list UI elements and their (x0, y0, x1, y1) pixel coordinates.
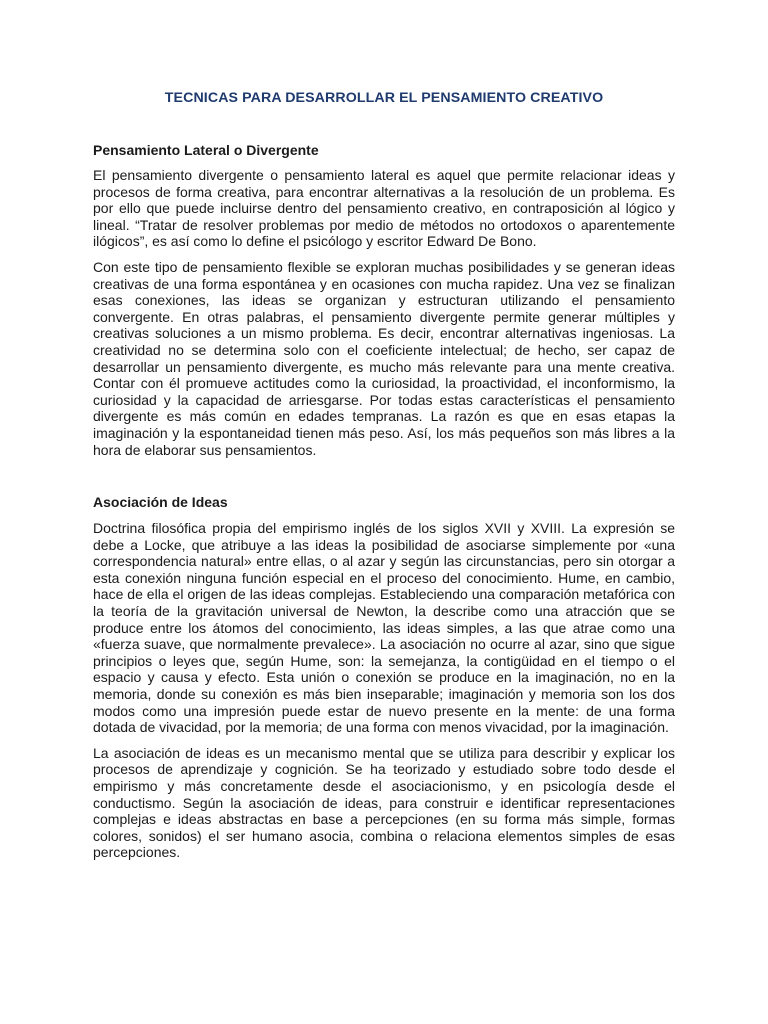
paragraph-mental-mechanism: La asociación de ideas es un mecanismo mental que se utiliza para describir y explicar los procesos de aprendizaje y cognición. Se ha teorizado y estudiado sobre todo desde el empirismo y más concretamente desde el asociacionismo, y en psicología desde el conductismo. Según la asociación de ideas, para construir e identificar representaciones complejas e ideas abstractas en base a percepciones (en su forma más simple, formas colores, sonidos) el ser humano asocia, combina o relaciona elementos simples de esas percepciones. (93, 744, 675, 861)
document-title: TECNICAS PARA DESARROLLAR EL PENSAMIENTO CREATIVO (164, 90, 604, 106)
section-heading-lateral-thinking: Pensamiento Lateral o Divergente (93, 142, 319, 158)
paragraph-flexible-thinking: Con este tipo de pensamiento flexible se exploran muchas posibilidades y se generan ideas creativas de una forma espontánea y en ocasiones con mucha rapidez. Una vez se finalizan esas conexiones, las ideas se organizan y estructuran utilizando el pensamiento convergente. En otras palabras, el pensamiento divergente permite generar múltiples y creativas soluciones a un mismo problema. Es decir, encontrar alternativas ingeniosas. La creatividad no se determina solo con el coeficiente intelectual; de hecho, ser capaz de desarrollar un pensamiento divergente, es mucho más relevante para una mente creativa. Contar con él promueve actitudes como la curiosidad, la proactividad, el inconformismo, la curiosidad y la capacidad de arriesgarse. Por todas estas características el pensamiento divergente es más común en edades tempranas. La razón es que en esas etapas la imaginación y la espontaneidad tienen más peso. Así, los más pequeños son más libres a la hora de elaborar sus pensamientos. (93, 258, 675, 458)
section-heading-association-of-ideas: Asociación de Ideas (93, 494, 228, 511)
paragraph-lateral-definition: El pensamiento divergente o pensamiento lateral es aquel que permite relacionar ideas y procesos de forma creativa, para encontrar alternativas a la resolución de un problema. Es por ello que puede incluirse dentro del pensamiento creativo, en contraposición al lógico y lineal. “Tratar de resolver problemas por medio de métodos no ortodoxos o aparentemente ilógicos”, es así como lo define el psicólogo y escritor Edward De Bono. (93, 167, 675, 250)
paragraph-philosophical-doctrine: Doctrina filosófica propia del empirismo inglés de los siglos XVII y XVIII. La expresión se debe a Locke, que atribuye a las ideas la posibilidad de asociarse simplemente por «una correspondencia natural» entre ellas, o al azar y según las circunstancias, pero sin otorgar a esta conexión ninguna función especial en el proceso del conocimiento. Hume, en cambio, hace de ella el origen de las ideas complejas. Estableciendo una comparación metafórica con la teoría de la gravitación universal de Newton, la describe como una atracción que se produce entre los átomos del conocimiento, las ideas simples, a las que atrae como una «fuerza suave, que normalmente prevalece». La asociación no ocurre al azar, sino que sigue principios o leyes que, según Hume, son: la semejanza, la contigüidad en el tiempo o el espacio y causa y efecto. Esta unión o conexión se produce en la imaginación, no en la memoria, donde su conexión es más bien inseparable; imaginación y memoria son los dos modos como una impresión puede estar de nuevo presente en la mente: de una forma dotada de vivacidad, por la memoria; de una forma con menos vivacidad, por la imaginación. (93, 520, 675, 736)
document-page (93, 88, 675, 861)
